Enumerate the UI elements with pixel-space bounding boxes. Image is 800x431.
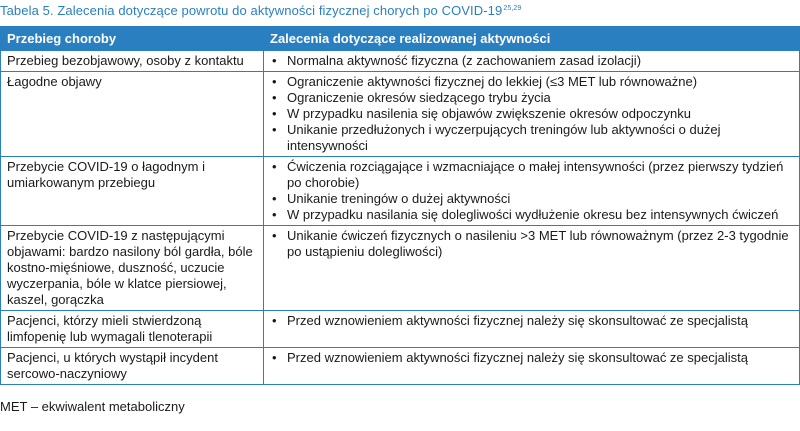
list-item: • Unikanie treningów o dużej aktywności — [270, 191, 793, 207]
caption-text: Tabela 5. Zalecenia dotyczące powrotu do aktywności fizycznej chorych po COVID-19 — [0, 3, 503, 18]
table-row — [1, 51, 800, 72]
table-row — [1, 348, 800, 385]
disease-course-cell: Łagodne objawy — [1, 72, 264, 157]
recommendations-list — [270, 159, 793, 223]
recommendations-cell — [264, 348, 800, 385]
disease-course-cell: Pacjenci, u których wystąpił incydent sercowo-naczyniowy — [1, 348, 264, 385]
recommendations-list — [270, 350, 793, 366]
list-item: • Unikanie przedłużonych i wyczerpujących treningów lub aktywności o dużej intensywności — [270, 122, 793, 154]
table-row — [1, 157, 800, 226]
table-caption — [0, 3, 521, 18]
recommendations-list — [270, 228, 793, 260]
header-disease-course: Przebieg choroby — [1, 26, 264, 51]
disease-course-cell: Przebieg bezobjawowy, osoby z kontaktu — [1, 51, 264, 72]
table-footnote: MET – ekwiwalent metaboliczny — [0, 399, 185, 414]
disease-course-cell: Przebycie COVID-19 z następującymi objawami: bardzo nasilony ból gardła, bóle kostno-mięśniowe, duszność, uczucie wyczerpania, bóle w klatce piersiowej, kaszel, gorączka — [1, 226, 264, 311]
caption-references: 25,29 — [503, 5, 522, 12]
recommendations-cell — [264, 51, 800, 72]
list-item: • Unikanie ćwiczeń fizycznych o nasileniu >3 MET lub równoważnym (przez 2-3 tygodnie po ustąpieniu dolegliwości) — [270, 228, 793, 260]
recommendations-cell — [264, 226, 800, 311]
list-item: • W przypadku nasilania się dolegliwości wydłużenie okresu bez intensywnych ćwiczeń — [270, 207, 793, 223]
recommendations-table — [0, 26, 800, 385]
list-item: • Ograniczenie okresów siedzącego trybu życia — [270, 90, 793, 106]
list-item: • Przed wznowieniem aktywności fizycznej należy się skonsultować ze specjalistą — [270, 313, 793, 329]
recommendations-table-container — [0, 26, 799, 385]
recommendations-cell — [264, 311, 800, 348]
recommendations-list — [270, 313, 793, 329]
table-header — [1, 26, 800, 51]
list-item: • Przed wznowieniem aktywności fizycznej należy się skonsultować ze specjalistą — [270, 350, 793, 366]
disease-course-cell: Przebycie COVID-19 o łagodnym i umiarkowanym przebiegu — [1, 157, 264, 226]
table-row — [1, 311, 800, 348]
table-row — [1, 226, 800, 311]
recommendations-cell — [264, 72, 800, 157]
disease-course-cell: Pacjenci, którzy mieli stwierdzoną limfopenię lub wymagali tlenoterapii — [1, 311, 264, 348]
header-recommendations: Zalecenia dotyczące realizowanej aktywności — [264, 26, 800, 51]
recommendations-list — [270, 53, 793, 69]
list-item: • Ograniczenie aktywności fizycznej do lekkiej (≤3 MET lub równoważne) — [270, 74, 793, 90]
table-row — [1, 72, 800, 157]
recommendations-list — [270, 74, 793, 154]
header-row — [1, 26, 800, 51]
list-item: • W przypadku nasilenia się objawów zwiększenie okresów odpoczynku — [270, 106, 793, 122]
list-item: • Ćwiczenia rozciągające i wzmacniające o małej intensywności (przez pierwszy tydzień po chorobie) — [270, 159, 793, 191]
recommendations-cell — [264, 157, 800, 226]
table-body — [1, 51, 800, 385]
list-item: • Normalna aktywność fizyczna (z zachowaniem zasad izolacji) — [270, 53, 793, 69]
